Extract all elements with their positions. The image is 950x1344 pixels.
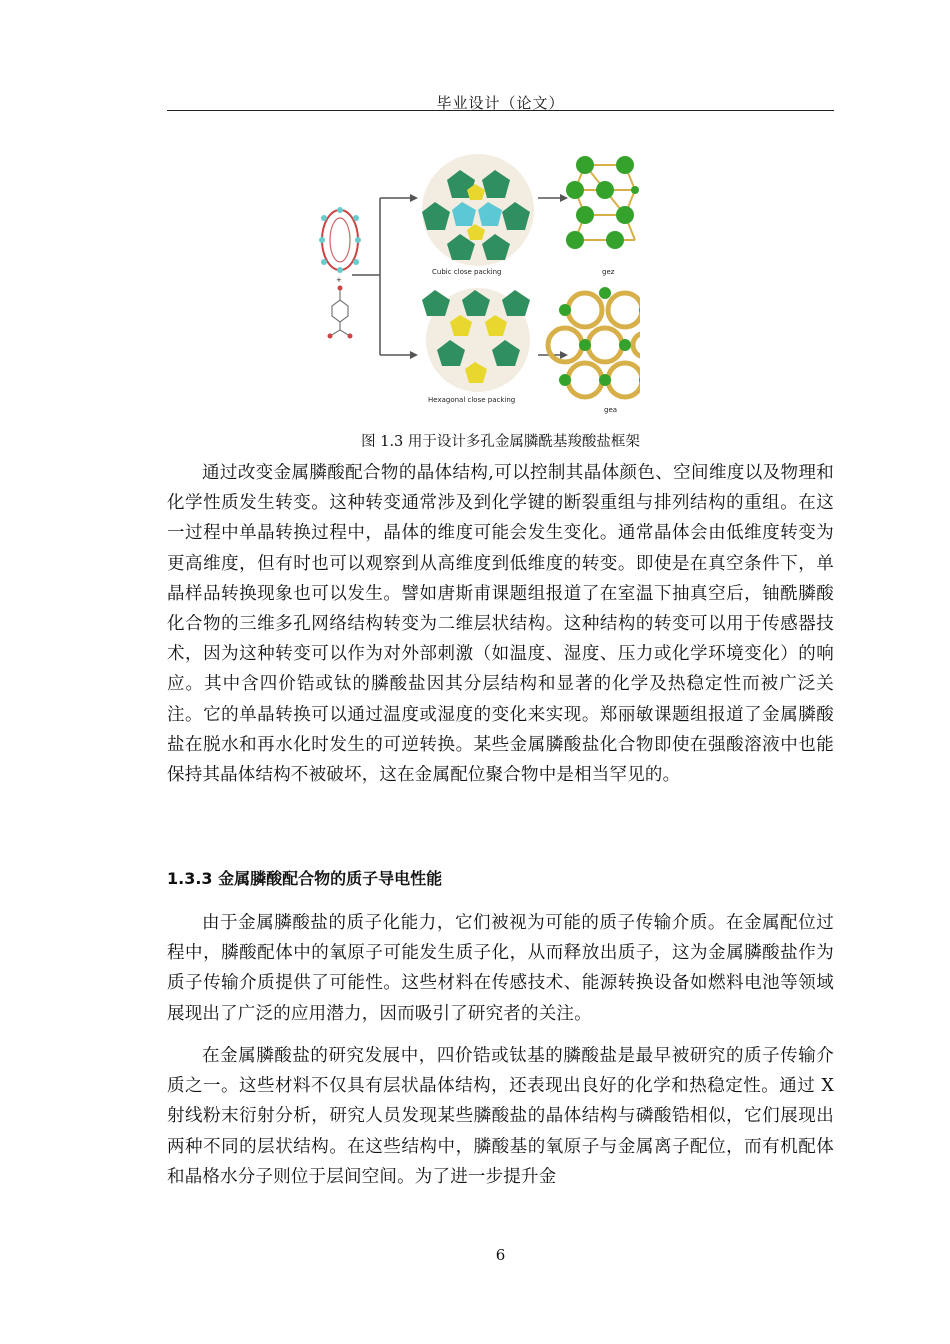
cubic-packing-label: Cubic close packing [432, 268, 502, 276]
section-heading: 1.3.3 金属膦酸配合物的质子导电性能 [167, 869, 443, 888]
cubic-packing-image [422, 154, 534, 266]
figure-1-3 [310, 150, 640, 420]
paragraph-zirconium-phosphonate: 在金属膦酸盐的研究发展中，四价锆或钛基的膦酸盐是最早被研究的质子传输介质之一。这些材料不仅具有层状晶体结构，还表现出良好的化学和热稳定性。通过 X 射线粉末衍射分析，研究人员发现某些膦酸盐的晶体结构与磷酸锆相似，它们展现出两种不同的层状结构。在这些结构中，膦酸基的氧原子与金属离子配位，而有机配体和晶格水分子则位于层间空间。为了进一步提升金 [167, 1046, 834, 1187]
figure-caption: 图 1.3 用于设计多孔金属膦酰基羧酸盐框架 [361, 434, 640, 450]
paragraph-proton-conduction: 由于金属膦酸盐的质子化能力，它们被视为可能的质子传输介质。在金属配位过程中，膦酸配体中的氧原子可能发生质子化，从而释放出质子，这为金属膦酸盐作为质子传输介质提供了可能性。这些材料在传感技术、能源转换设备如燃料电池等领域展现出了广泛的应用潜力，因而吸引了研究者的关注。 [167, 913, 834, 1024]
gea-label: gea [604, 406, 618, 414]
page-number: 6 [495, 1246, 506, 1264]
paragraph-crystal-transformation: 通过改变金属膦酸配合物的晶体结构,可以控制其晶体颜色、空间维度以及物理和化学性质发生转变。这种转变通常涉及到化学键的断裂重组与排列结构的重组。在这一过程中单晶转换过程中，晶体的维度可能会发生变化。通常晶体会由低维度转变为更高维度，但有时也可以观察到从高维度到低维度的转变。即使是在真空条件下，单晶样品转换现象也可以发生。譬如唐斯甫课题组报道了在室温下抽真空后，铀酰膦酸化合物的三维多孔网络结构转变为二维层状结构。这种结构的转变可以用于传感器技术，因为这种转变可以作为对外部刺激（如温度、湿度、压力或化学环境变化）的响应。其中含四价锆或钛的膦酸盐因其分层结构和显著的化学及热稳定性而被广泛关注。它的单晶转换可以通过温度或湿度的变化来实现。郑丽敏课题组报道了金属膦酸盐在脱水和再水化时发生的可逆转换。某些金属膦酸盐化合物即使在强酸溶液中也能保持其晶体结构不被破坏，这在金属配位聚合物中是相当罕见的。 [167, 463, 834, 786]
figure-illustration [310, 150, 640, 420]
hexagonal-packing-label: Hexagonal close packing [428, 396, 516, 404]
page-header: 毕业设计（论文） [436, 94, 565, 112]
cage-molecule [319, 207, 361, 273]
header-rule [167, 110, 834, 111]
hexagonal-packing-image [422, 288, 530, 392]
gez-label: gez [602, 268, 615, 276]
linker-molecule [328, 286, 353, 339]
gez-net-image [566, 156, 639, 249]
plus-sign: + [336, 276, 342, 284]
